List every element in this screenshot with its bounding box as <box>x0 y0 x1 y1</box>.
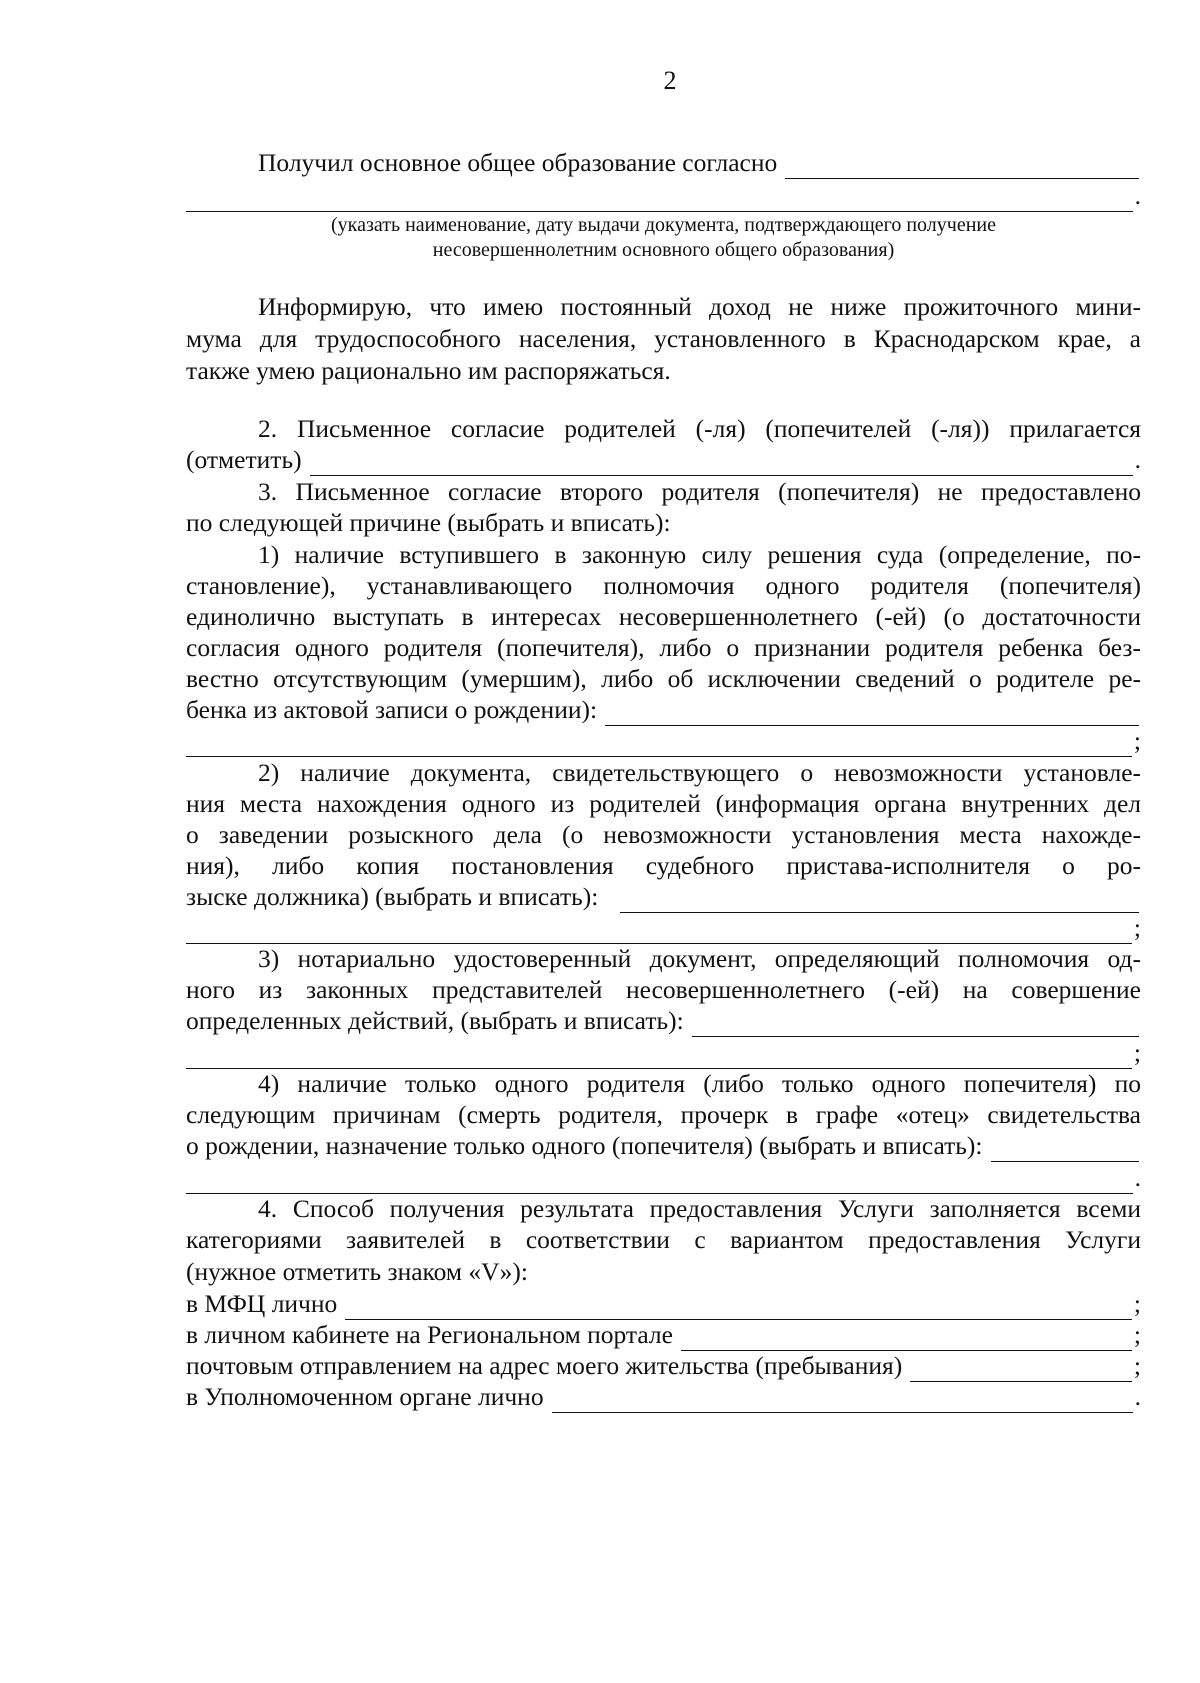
reason1-line-4: согласия одного родителя (попечителя), либо о признании родителя ребенка без- <box>186 633 1141 662</box>
delivery-option-portal-field[interactable] <box>681 1325 1132 1351</box>
reason4-line-3 <box>186 1130 1141 1162</box>
reason1-line-6 <box>186 694 1141 726</box>
item2-line-1: 2. Письменное согласие родителей (-ля) (попечителей (-ля)) прилагается <box>258 414 1141 443</box>
reason2-label: зыске должника) (выбрать и вписать): <box>186 882 599 911</box>
income-line-3: также умею рационально им распоряжаться. <box>186 356 671 385</box>
income-line-1: Информирую, что имею постоянный доход не ниже прожиточного мини- <box>258 292 1141 321</box>
delivery-option-end: ; <box>1133 1320 1141 1349</box>
delivery-option-office-field[interactable] <box>552 1387 1133 1413</box>
item2-field[interactable] <box>310 450 1133 476</box>
reason3-field-cont[interactable] <box>186 1043 1132 1069</box>
education-label: Получил основное общее образование согласно <box>258 148 778 177</box>
reason3-line-3 <box>186 1005 1141 1037</box>
reason3-line-1: 3) нотариально удостоверенный документ, определяющий полномочия од- <box>258 944 1141 973</box>
item2-line-2 <box>186 444 1141 476</box>
delivery-option-label: в Уполномоченном органе лично <box>186 1382 544 1411</box>
reason1-line-5: вестно отсутствующим (умершим), либо об исключении сведений о родителе ре- <box>186 664 1141 693</box>
item4-line-1: 4. Способ получения результата предоставления Услуги заполняется всеми <box>258 1194 1141 1223</box>
reason1-line-3: единолично выступать в интересах несовершеннолетнего (-ей) (о достаточности <box>186 602 1141 631</box>
reason4-label: о рождении, назначение только одного (попечителя) (выбрать и вписать): <box>186 1131 983 1160</box>
reason2-field-cont[interactable] <box>186 918 1132 944</box>
reason1-end: ; <box>1133 726 1141 755</box>
delivery-option-end: ; <box>1133 1289 1141 1318</box>
reason3-line-4 <box>186 1037 1141 1069</box>
education-end: . <box>1134 181 1141 210</box>
reason1-line-1: 1) наличие вступившего в законную силу решения суда (определение, по- <box>258 540 1141 569</box>
education-hint-1: (указать наименование, дату выдачи документа, подтверждающего получение <box>331 214 996 236</box>
page-number: 2 <box>663 66 677 95</box>
delivery-option <box>186 1288 1141 1320</box>
delivery-option-label: в МФЦ лично <box>186 1289 338 1318</box>
reason2-end: ; <box>1133 913 1141 942</box>
reason4-line-4 <box>186 1162 1141 1194</box>
education-field-cont[interactable] <box>186 186 1133 212</box>
reason1-label: бенка из актовой записи о рождении): <box>186 695 598 724</box>
delivery-option-end: ; <box>1133 1351 1141 1380</box>
delivery-option <box>186 1319 1141 1351</box>
education-field[interactable] <box>785 153 1139 179</box>
reason4-field[interactable] <box>991 1136 1140 1162</box>
reason4-end: . <box>1134 1163 1141 1192</box>
item3-line-1: 3. Письменное согласие второго родителя (попечителя) не предоставлено <box>258 477 1141 506</box>
reason1-field-cont[interactable] <box>186 731 1132 757</box>
reason3-field[interactable] <box>692 1011 1139 1037</box>
reason2-line-1: 2) наличие документа, свидетельствующего о невозможности установле- <box>258 758 1141 787</box>
reason1-line-2: становление), устанавливающего полномочия одного родителя (попечителя) <box>186 571 1141 600</box>
reason2-line-3: о заведении розыскного дела (о невозможности установления места нахожде- <box>186 820 1141 849</box>
reason1-line-7 <box>186 725 1141 757</box>
income-line-2: мума для трудоспособного населения, установленного в Краснодарском крае, а <box>186 324 1141 353</box>
item2-end: . <box>1134 445 1141 474</box>
reason3-end: ; <box>1133 1038 1141 1067</box>
reason4-line-1: 4) наличие только одного родителя (либо только одного попечителя) по <box>258 1069 1141 1098</box>
item4-line-3: (нужное отметить знаком «V»): <box>186 1257 528 1286</box>
delivery-option-label: почтовым отправлением на адрес моего жительства (пребывания) <box>186 1351 903 1380</box>
reason1-field[interactable] <box>605 700 1139 726</box>
item4-line-2: категориями заявителей в соответствии с вариантом предоставления Услуги <box>186 1225 1141 1254</box>
education-line <box>258 147 1141 179</box>
reason4-line-2: следующим причинам (смерть родителя, прочерк в графе «отец» свидетельства <box>186 1100 1141 1129</box>
delivery-option <box>186 1350 1141 1382</box>
reason2-line-4: ния), либо копия постановления судебного пристава-исполнителя о ро- <box>186 851 1141 880</box>
delivery-option-mail-field[interactable] <box>910 1356 1132 1382</box>
reason2-line-5 <box>186 881 1141 913</box>
reason4-field-cont[interactable] <box>186 1168 1133 1194</box>
reason3-label: определенных действий, (выбрать и вписать): <box>186 1006 684 1035</box>
reason2-line-6 <box>186 912 1141 944</box>
delivery-option-label: в личном кабинете на Региональном портале <box>186 1320 673 1349</box>
reason2-field[interactable] <box>620 887 1139 913</box>
delivery-option-mfc-field[interactable] <box>345 1294 1132 1320</box>
education-hint-2: несовершеннолетним основного общего образования) <box>432 239 895 261</box>
reason3-line-2: ного из законных представителей несовершеннолетнего (-ей) на совершение <box>186 975 1141 1004</box>
item2-label: (отметить) <box>186 445 302 474</box>
delivery-option-end: . <box>1134 1382 1141 1411</box>
delivery-option <box>186 1381 1141 1413</box>
item3-line-2: по следующей причине (выбрать и вписать): <box>186 508 671 537</box>
education-line-2 <box>186 180 1141 212</box>
reason2-line-2: ния места нахождения одного из родителей (информация органа внутренних дел <box>186 789 1141 818</box>
